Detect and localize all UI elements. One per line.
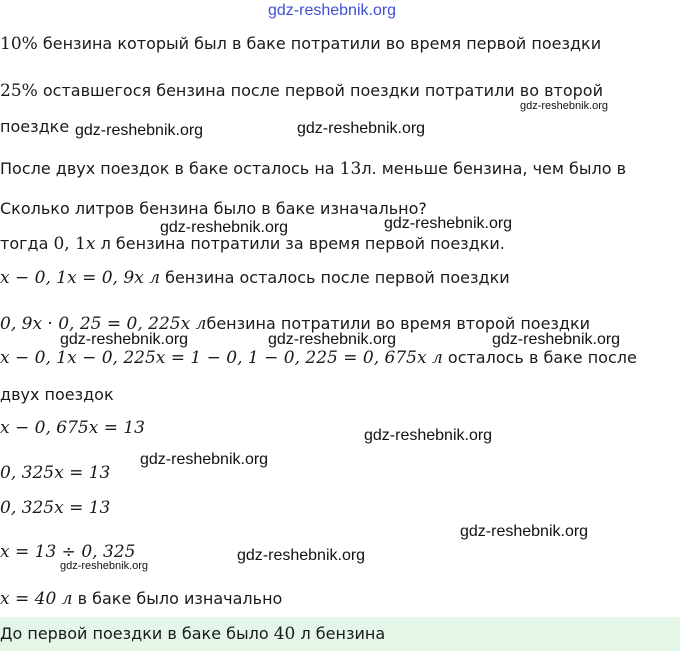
watermark: gdz-reshebnik.org [60, 331, 189, 348]
watermark: gdz-reshebnik.org [364, 427, 493, 444]
text: в баке было изначально [72, 589, 283, 608]
math-expr: 0, 9x · 0, 25 = 0, 225x [0, 314, 191, 334]
solution-line-4 [0, 347, 637, 369]
math-expr: x = 40 [0, 589, 57, 609]
watermark: gdz-reshebnik.org [268, 331, 397, 348]
text: После двух поездок в баке осталось на [0, 159, 340, 178]
text: л бензина потратили за время первой поездки. [95, 234, 505, 253]
text: оставшегося бензина после первой поездки потратили во второй [37, 81, 603, 100]
watermark: gdz-reshebnik.org [520, 100, 609, 112]
answer-line [0, 623, 385, 645]
math-answer: 40 [273, 624, 296, 644]
watermark: gdz-reshebnik.org [384, 215, 513, 232]
watermark: gdz-reshebnik.org [492, 331, 621, 348]
equation-3 [0, 497, 110, 519]
math-13: 13 [339, 159, 362, 179]
math-expr: x − 0, 1x − 0, 225x = 1 − 0, 1 − 0, 225 = 0, 675x [0, 348, 427, 368]
solution-line-5: двух поездок [0, 385, 114, 404]
math-percent-25: 25% [0, 81, 38, 101]
text: л. меньше бензина, чем было в [361, 159, 627, 178]
watermark: gdz-reshebnik.org [140, 451, 269, 468]
math-unit: л [190, 314, 207, 334]
math-expr: x − 0, 675x = 13 [0, 418, 145, 438]
math-unit: л [56, 589, 73, 609]
text: бензина который был в баке потратили во время первой поездки [37, 34, 602, 53]
watermark: gdz-reshebnik.org [237, 547, 366, 564]
math-unit: л [426, 348, 443, 368]
statement-line-1 [0, 33, 601, 55]
watermark: gdz-reshebnik.org [460, 523, 589, 540]
watermark: gdz-reshebnik.org [297, 120, 426, 137]
solution-line-2 [0, 267, 510, 289]
text: бензина осталось после первой поездки [159, 268, 510, 287]
math-expr: x = 13 ÷ 0, 325 [0, 542, 136, 562]
equation-2 [0, 462, 110, 484]
watermark-top: gdz-reshebnik.org [268, 2, 397, 19]
watermark: gdz-reshebnik.org [75, 122, 204, 139]
text: л бензина [295, 624, 386, 643]
question-line: Сколько литров бензина было в баке изначально? [0, 199, 427, 218]
equation-1 [0, 417, 145, 439]
math-var: x [85, 234, 96, 254]
math-expr: 0, 325x = 13 [0, 463, 111, 483]
text: До первой поездки в баке было [0, 624, 274, 643]
math-unit: л [143, 268, 160, 288]
statement-line-2 [0, 80, 603, 102]
math-percent-10: 10% [0, 34, 38, 54]
math-coef: 0, 1 [53, 234, 86, 254]
math-expr: x − 0, 1x = 0, 9x [0, 268, 144, 288]
text: бензина потратили во время второй поездки [206, 314, 591, 333]
result-line [0, 588, 282, 610]
math-expr: 0, 325x = 13 [0, 498, 111, 518]
text: тогда [0, 234, 54, 253]
watermark: gdz-reshebnik.org [60, 560, 149, 572]
text: осталось в баке после [442, 348, 637, 367]
statement-line-3: поездке [0, 117, 70, 136]
statement-line-4 [0, 158, 626, 180]
watermark: gdz-reshebnik.org [160, 219, 289, 236]
